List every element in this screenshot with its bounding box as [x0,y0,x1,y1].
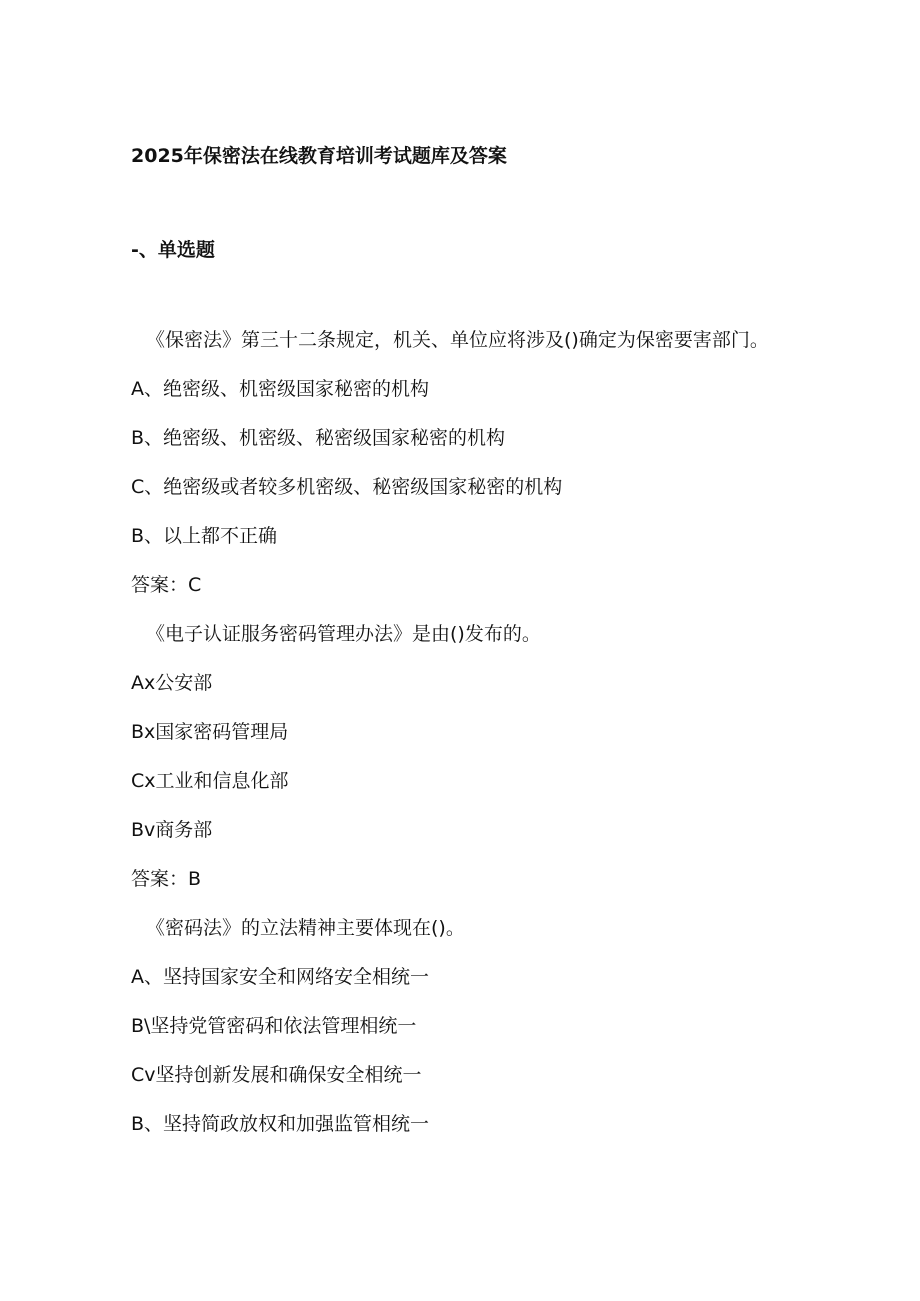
option-item: Ax公安部 [131,672,213,694]
answer-text: 答案：C [131,574,202,596]
option-item: Bx国家密码管理局 [131,721,289,743]
option-item: B、绝密级、机密级、秘密级国家秘密的机构 [131,427,506,449]
option-item: Cv坚持创新发展和确保安全相统一 [131,1064,422,1086]
option-item: A、坚持国家安全和网络安全相统一 [131,966,429,988]
option-item: Cx工业和信息化部 [131,770,289,792]
option-item: C、绝密级或者较多机密级、秘密级国家秘密的机构 [131,476,563,498]
question-stem: 《保密法》第三十二条规定，机关、单位应将涉及()确定为保密要害部门。 [146,329,769,351]
option-item: A、绝密级、机密级国家秘密的机构 [131,378,429,400]
answer-text: 答案：B [131,868,202,890]
document-title: 2025年保密法在线教育培训考试题库及答案 [131,145,507,167]
option-item: Bv商务部 [131,819,213,841]
option-item: B、以上都不正确 [131,525,278,547]
option-item: B\坚持党管密码和依法管理相统一 [131,1015,417,1037]
section-heading: -、单选题 [131,239,215,261]
question-list [131,326,771,1159]
option-item: B、坚持简政放权和加强监管相统一 [131,1113,430,1135]
question-stem: 《密码法》的立法精神主要体现在()。 [146,917,465,939]
question-stem: 《电子认证服务密码管理办法》是由()发布的。 [146,623,541,645]
